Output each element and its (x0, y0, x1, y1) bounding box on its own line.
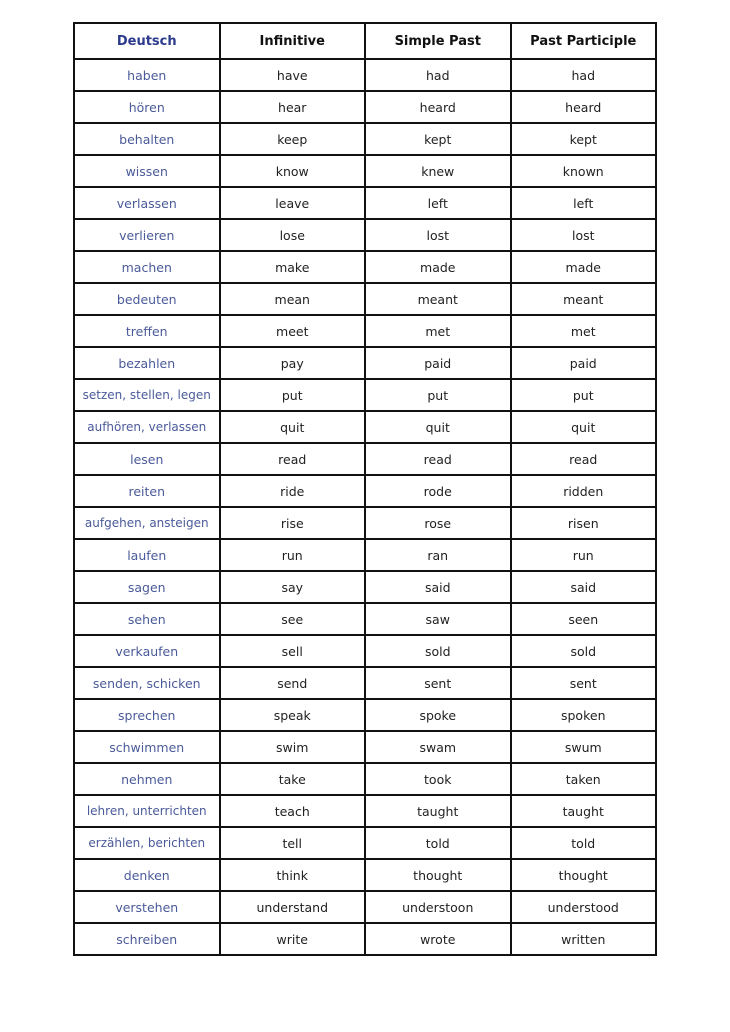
infinitive-cell: write (220, 923, 366, 955)
deutsch-cell: schwimmen (74, 731, 220, 763)
past-participle-cell: spoken (511, 699, 657, 731)
infinitive-cell: swim (220, 731, 366, 763)
past-participle-cell: ridden (511, 475, 657, 507)
simple-past-cell: rode (365, 475, 511, 507)
infinitive-cell: mean (220, 283, 366, 315)
deutsch-cell: sprechen (74, 699, 220, 731)
table-row (74, 187, 656, 219)
past-participle-cell: taken (511, 763, 657, 795)
table-row (74, 155, 656, 187)
infinitive-cell: read (220, 443, 366, 475)
simple-past-cell: sold (365, 635, 511, 667)
deutsch-cell: laufen (74, 539, 220, 571)
deutsch-cell: schreiben (74, 923, 220, 955)
infinitive-cell: think (220, 859, 366, 891)
infinitive-cell: teach (220, 795, 366, 827)
infinitive-cell: sell (220, 635, 366, 667)
simple-past-cell: spoke (365, 699, 511, 731)
deutsch-cell: lehren, unterrichten (74, 795, 220, 827)
simple-past-cell: told (365, 827, 511, 859)
deutsch-cell: verlieren (74, 219, 220, 251)
deutsch-cell: aufhören, verlassen (74, 411, 220, 443)
simple-past-cell: rose (365, 507, 511, 539)
table-row (74, 251, 656, 283)
deutsch-cell: sehen (74, 603, 220, 635)
past-participle-cell: quit (511, 411, 657, 443)
table-row (74, 123, 656, 155)
past-participle-cell: had (511, 59, 657, 91)
table-row (74, 603, 656, 635)
infinitive-cell: tell (220, 827, 366, 859)
simple-past-cell: saw (365, 603, 511, 635)
past-participle-cell: lost (511, 219, 657, 251)
simple-past-cell: heard (365, 91, 511, 123)
infinitive-cell: take (220, 763, 366, 795)
past-participle-cell: sold (511, 635, 657, 667)
table-row (74, 827, 656, 859)
infinitive-cell: pay (220, 347, 366, 379)
past-participle-cell: paid (511, 347, 657, 379)
table-row (74, 379, 656, 411)
header-row (74, 23, 656, 59)
past-participle-cell: written (511, 923, 657, 955)
deutsch-cell: treffen (74, 315, 220, 347)
infinitive-cell: hear (220, 91, 366, 123)
deutsch-cell: aufgehen, ansteigen (74, 507, 220, 539)
infinitive-cell: see (220, 603, 366, 635)
simple-past-cell: met (365, 315, 511, 347)
infinitive-cell: meet (220, 315, 366, 347)
deutsch-cell: hören (74, 91, 220, 123)
table-row (74, 923, 656, 955)
table-row (74, 315, 656, 347)
deutsch-cell: nehmen (74, 763, 220, 795)
table-row (74, 59, 656, 91)
table-row (74, 859, 656, 891)
infinitive-cell: quit (220, 411, 366, 443)
simple-past-cell: read (365, 443, 511, 475)
table-row (74, 731, 656, 763)
past-participle-cell: left (511, 187, 657, 219)
table-row (74, 635, 656, 667)
table-header (74, 23, 656, 59)
table-row (74, 571, 656, 603)
deutsch-cell: bedeuten (74, 283, 220, 315)
past-participle-cell: put (511, 379, 657, 411)
table-row (74, 539, 656, 571)
simple-past-cell: understoon (365, 891, 511, 923)
table-row (74, 667, 656, 699)
infinitive-cell: make (220, 251, 366, 283)
table-row (74, 507, 656, 539)
simple-past-cell: put (365, 379, 511, 411)
past-participle-cell: understood (511, 891, 657, 923)
infinitive-cell: speak (220, 699, 366, 731)
table-row (74, 219, 656, 251)
past-participle-cell: seen (511, 603, 657, 635)
deutsch-cell: verlassen (74, 187, 220, 219)
simple-past-cell: had (365, 59, 511, 91)
table-row (74, 795, 656, 827)
table-row (74, 347, 656, 379)
infinitive-cell: have (220, 59, 366, 91)
infinitive-cell: keep (220, 123, 366, 155)
past-participle-cell: heard (511, 91, 657, 123)
deutsch-cell: setzen, stellen, legen (74, 379, 220, 411)
deutsch-cell: reiten (74, 475, 220, 507)
table-body (74, 59, 656, 955)
infinitive-cell: lose (220, 219, 366, 251)
infinitive-cell: put (220, 379, 366, 411)
deutsch-cell: wissen (74, 155, 220, 187)
simple-past-cell: made (365, 251, 511, 283)
infinitive-cell: understand (220, 891, 366, 923)
simple-past-cell: paid (365, 347, 511, 379)
table-row (74, 699, 656, 731)
deutsch-cell: senden, schicken (74, 667, 220, 699)
simple-past-cell: thought (365, 859, 511, 891)
table-row (74, 91, 656, 123)
simple-past-cell: wrote (365, 923, 511, 955)
table-row (74, 283, 656, 315)
past-participle-cell: kept (511, 123, 657, 155)
deutsch-cell: bezahlen (74, 347, 220, 379)
deutsch-cell: behalten (74, 123, 220, 155)
deutsch-cell: erzählen, berichten (74, 827, 220, 859)
past-participle-cell: said (511, 571, 657, 603)
simple-past-cell: sent (365, 667, 511, 699)
simple-past-cell: knew (365, 155, 511, 187)
deutsch-cell: sagen (74, 571, 220, 603)
past-participle-cell: met (511, 315, 657, 347)
past-participle-cell: swum (511, 731, 657, 763)
deutsch-cell: haben (74, 59, 220, 91)
simple-past-cell: swam (365, 731, 511, 763)
table-row (74, 411, 656, 443)
table-row (74, 475, 656, 507)
past-participle-cell: told (511, 827, 657, 859)
simple-past-cell: taught (365, 795, 511, 827)
deutsch-cell: verkaufen (74, 635, 220, 667)
table-row (74, 891, 656, 923)
simple-past-cell: quit (365, 411, 511, 443)
past-participle-cell: known (511, 155, 657, 187)
deutsch-cell: lesen (74, 443, 220, 475)
simple-past-cell: ran (365, 539, 511, 571)
simple-past-cell: lost (365, 219, 511, 251)
infinitive-cell: send (220, 667, 366, 699)
simple-past-cell: kept (365, 123, 511, 155)
simple-past-cell: took (365, 763, 511, 795)
deutsch-cell: verstehen (74, 891, 220, 923)
header-simple-past: Simple Past (365, 23, 511, 59)
irregular-verbs-table (73, 22, 657, 956)
infinitive-cell: say (220, 571, 366, 603)
infinitive-cell: rise (220, 507, 366, 539)
table-row (74, 443, 656, 475)
simple-past-cell: said (365, 571, 511, 603)
past-participle-cell: thought (511, 859, 657, 891)
table-row (74, 763, 656, 795)
past-participle-cell: meant (511, 283, 657, 315)
past-participle-cell: run (511, 539, 657, 571)
simple-past-cell: left (365, 187, 511, 219)
past-participle-cell: taught (511, 795, 657, 827)
infinitive-cell: run (220, 539, 366, 571)
infinitive-cell: know (220, 155, 366, 187)
past-participle-cell: sent (511, 667, 657, 699)
deutsch-cell: denken (74, 859, 220, 891)
simple-past-cell: meant (365, 283, 511, 315)
past-participle-cell: read (511, 443, 657, 475)
header-deutsch: Deutsch (74, 23, 220, 59)
past-participle-cell: made (511, 251, 657, 283)
deutsch-cell: machen (74, 251, 220, 283)
header-infinitive: Infinitive (220, 23, 366, 59)
infinitive-cell: leave (220, 187, 366, 219)
header-past-participle: Past Participle (511, 23, 657, 59)
past-participle-cell: risen (511, 507, 657, 539)
infinitive-cell: ride (220, 475, 366, 507)
